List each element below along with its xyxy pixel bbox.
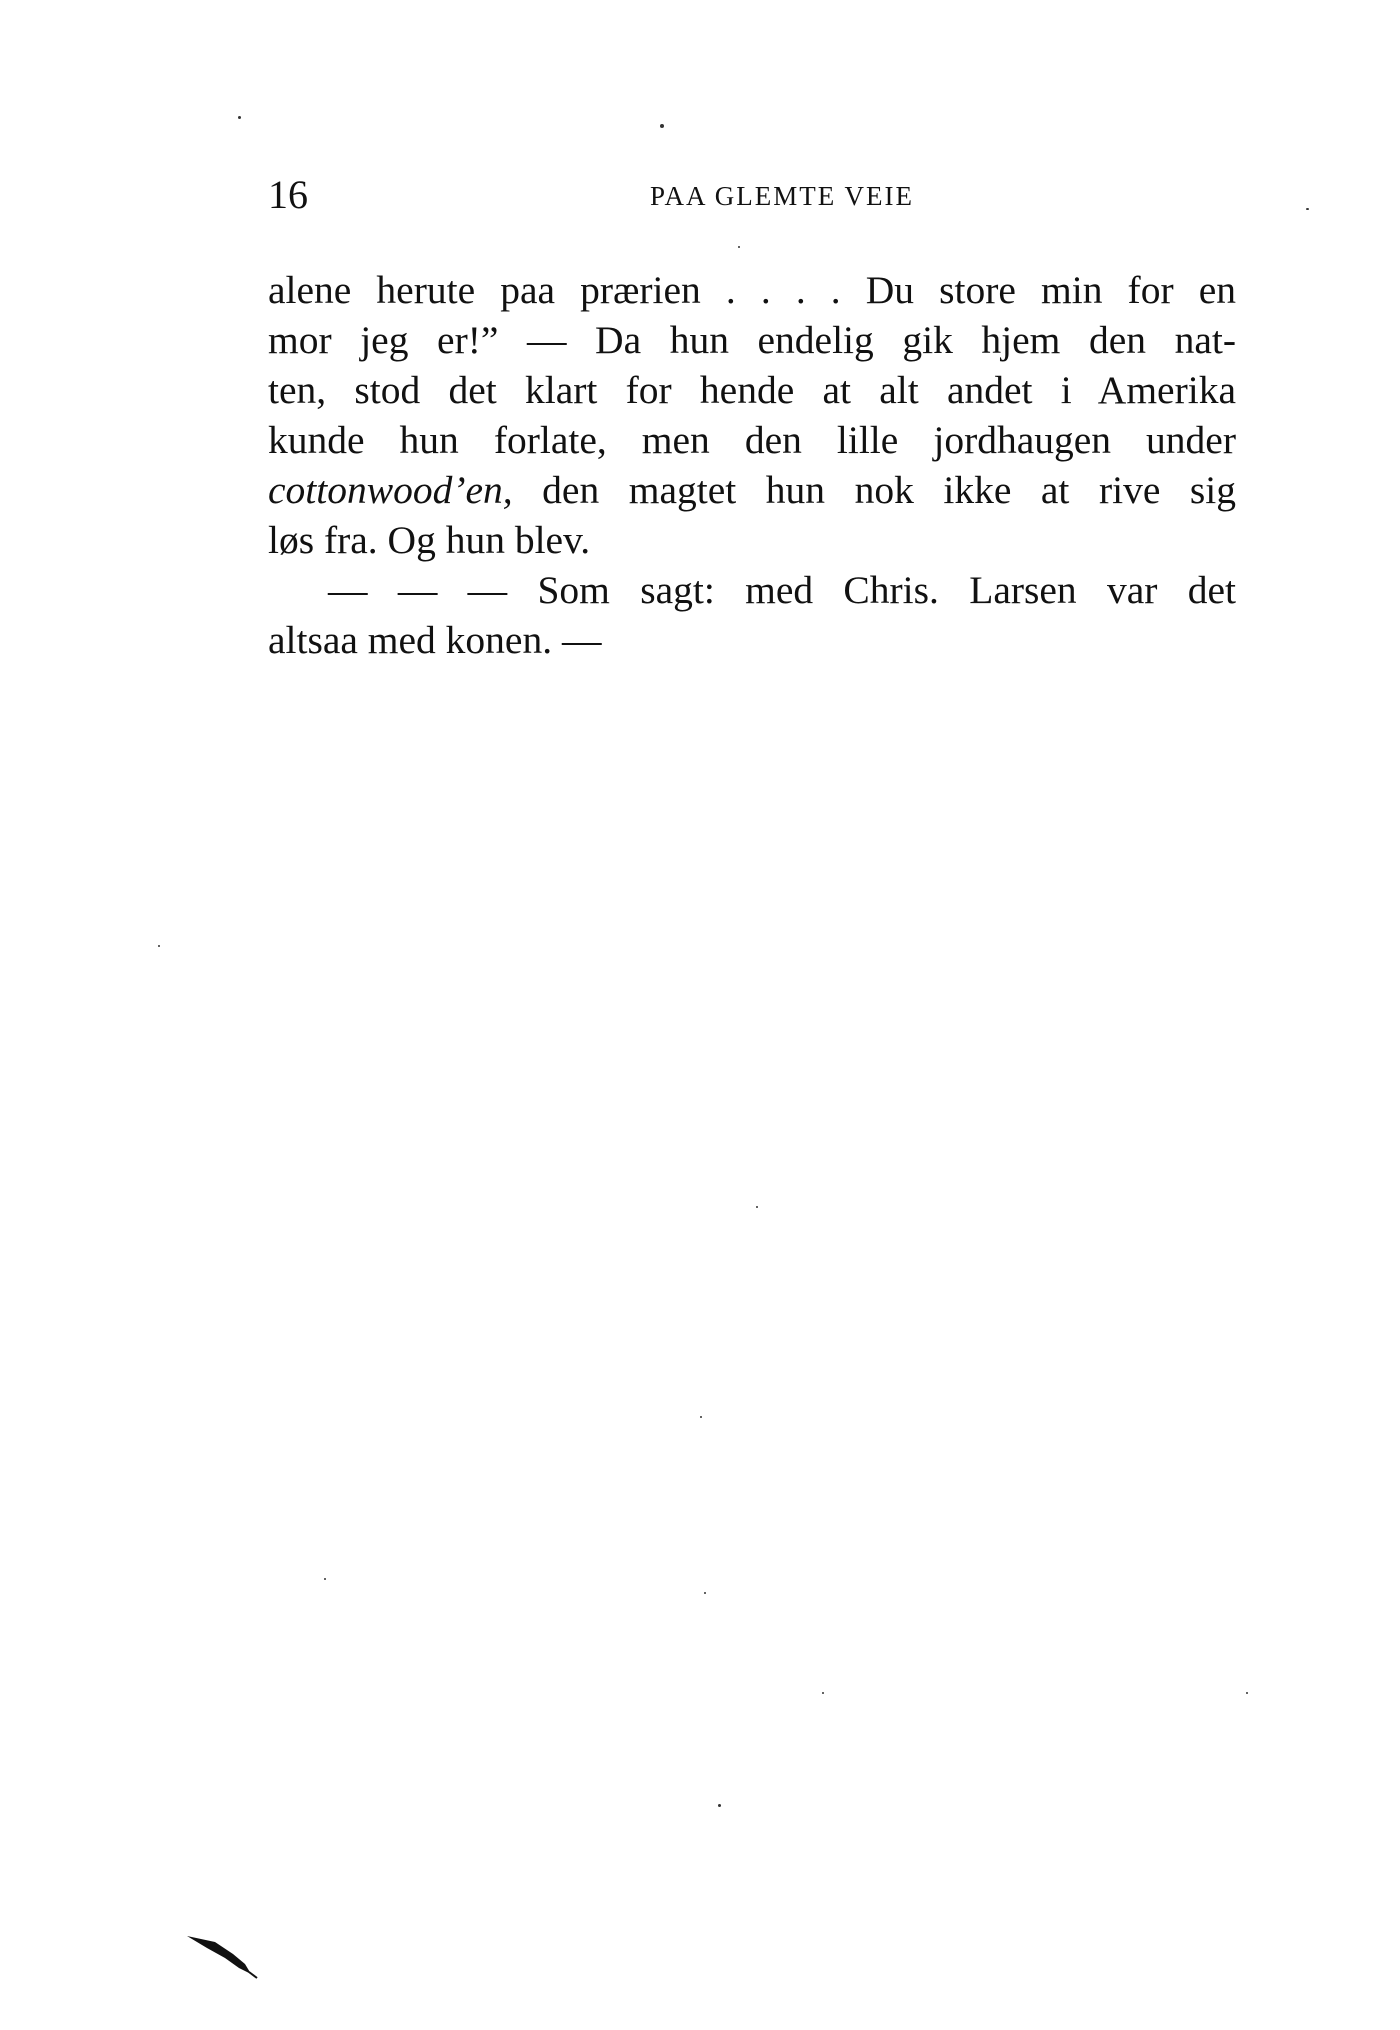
scan-speck [324, 1578, 326, 1580]
scan-speck [1306, 208, 1309, 210]
text-line [268, 465, 1236, 515]
body-text [268, 265, 1236, 665]
scan-speck [238, 116, 241, 119]
italic-word: cottonwood’en, [268, 468, 513, 512]
scan-speck [738, 246, 740, 248]
scan-speck [718, 1804, 721, 1807]
text-line: løs fra. Og hun blev. [268, 518, 591, 562]
scan-speck [822, 1692, 824, 1694]
running-title: PAA GLEMTE VEIE [649, 181, 914, 211]
scan-speck [158, 945, 160, 947]
scan-speck [700, 1416, 702, 1418]
scan-speck [1246, 1692, 1248, 1694]
scan-speck [756, 1206, 758, 1208]
text-line: ten, stod det klart for hende at alt andet i Amerika [268, 368, 1236, 412]
running-head [268, 170, 1236, 220]
text-line: alene herute paa prærien . . . . Du store min for en [268, 268, 1236, 312]
text-line: kunde hun forlate, men den lille jordhaugen under [268, 418, 1236, 462]
scan-mark [185, 1930, 265, 1980]
text-fragment: den magtet hun nok ikke at rive sig [512, 468, 1236, 512]
page-number: 16 [268, 172, 308, 217]
text-line: mor jeg er!” — Da hun endelig gik hjem den nat- [268, 318, 1236, 362]
scan-speck [660, 124, 664, 128]
text-line: altsaa med konen. — [268, 618, 602, 662]
text-line: — — — Som sagt: med Chris. Larsen var det [328, 568, 1236, 612]
scan-speck [704, 1592, 706, 1594]
